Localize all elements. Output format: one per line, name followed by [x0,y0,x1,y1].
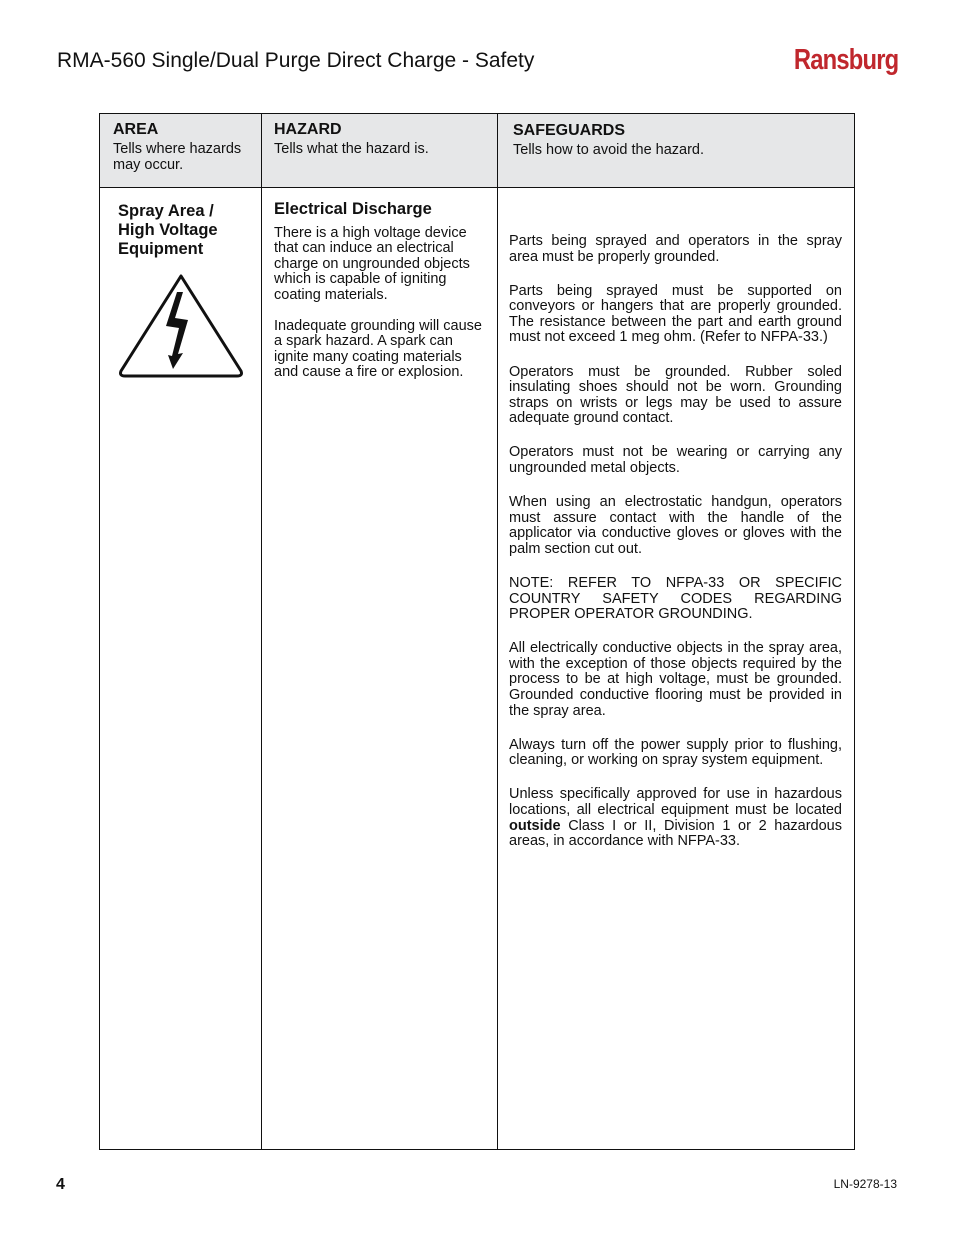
header-safeguards-title: SAFEGUARDS [513,122,626,139]
hazard-paragraph: There is a high voltage device that can induce an electrical charge on ungrounded objects which is capable of igniting coating materials. [274,224,470,303]
safeguard-paragraph: Parts being sprayed and operators in the spray area must be properly grounded. [509,233,842,265]
safeguard-paragraph: All electrically conductive objects in the spray area, with the exception of those objects required by the process to be at high voltage, must be grounded. Grounded conductive flooring must be provided in the spray area. [509,640,842,719]
header-area [113,122,253,173]
header-hazard-title: HAZARD [274,121,342,138]
document-code: LN-9278-13 [833,1177,897,1191]
header-hazard-description: Tells what the hazard is. [274,141,429,157]
column-divider [497,114,498,1149]
safeguard-paragraph: Operators must not be wearing or carrying any ungrounded metal objects. [509,444,842,477]
header-area-description: Tells where hazards may occur. [113,141,242,173]
safety-table [99,113,855,1150]
safeguard-paragraph: Operators must be grounded. Rubber soled insulating shoes should not be worn. Grounding straps on wrists or legs may be used to assure adequate ground contact. [509,363,842,427]
safeguards-column [509,234,842,868]
header-hazard [274,122,489,157]
header-safeguards [513,123,843,158]
hazard-paragraph: Inadequate grounding will cause a spark hazard. A spark can ignite many coating materials and cause a fire or explosion. [274,317,482,381]
column-divider [261,114,262,1149]
header-safeguards-description: Tells how to avoid the hazard. [513,142,705,158]
header-area-title: AREA [113,121,159,138]
safeguard-note: NOTE: REFER TO NFPA-33 OR SPECIFIC COUNTRY SAFETY CODES REGARDING PROPER OPERATOR GROUNDING. [509,575,842,623]
high-voltage-warning-icon [117,270,245,378]
page-title: RMA-560 Single/Dual Purge Direct Charge - Safety [57,49,535,72]
hazard-title: Electrical Discharge [274,200,432,218]
safeguard-paragraph-last [509,787,842,849]
brand-logo: Ransburg [793,44,898,76]
hazard-column [274,202,489,396]
area-label: Spray Area / High Voltage Equipment [118,202,218,258]
safeguard-text: Unless specifically approved for use in hazardous locations, all electrical equipment must be located [509,786,842,819]
safeguard-paragraph: Always turn off the power supply prior to flushing, cleaning, or working on spray system equipment. [509,736,842,769]
safeguard-emphasis: outside [509,817,561,834]
safeguard-text: Class I or II, Division 1 or 2 hazardous areas, in accordance with NFPA-33. [509,817,842,850]
safeguard-paragraph: Parts being sprayed must be supported on conveyors or hangers that are properly grounded. The resistance between the part and earth ground must not exceed 1 meg ohm. (Refer to NFPA-33.) [509,282,842,346]
page-number: 4 [56,1176,65,1193]
safeguard-paragraph: When using an electrostatic handgun, operators must assure contact with the handle of the applicator via conductive gloves or gloves with the palm section cut out. [509,494,842,557]
